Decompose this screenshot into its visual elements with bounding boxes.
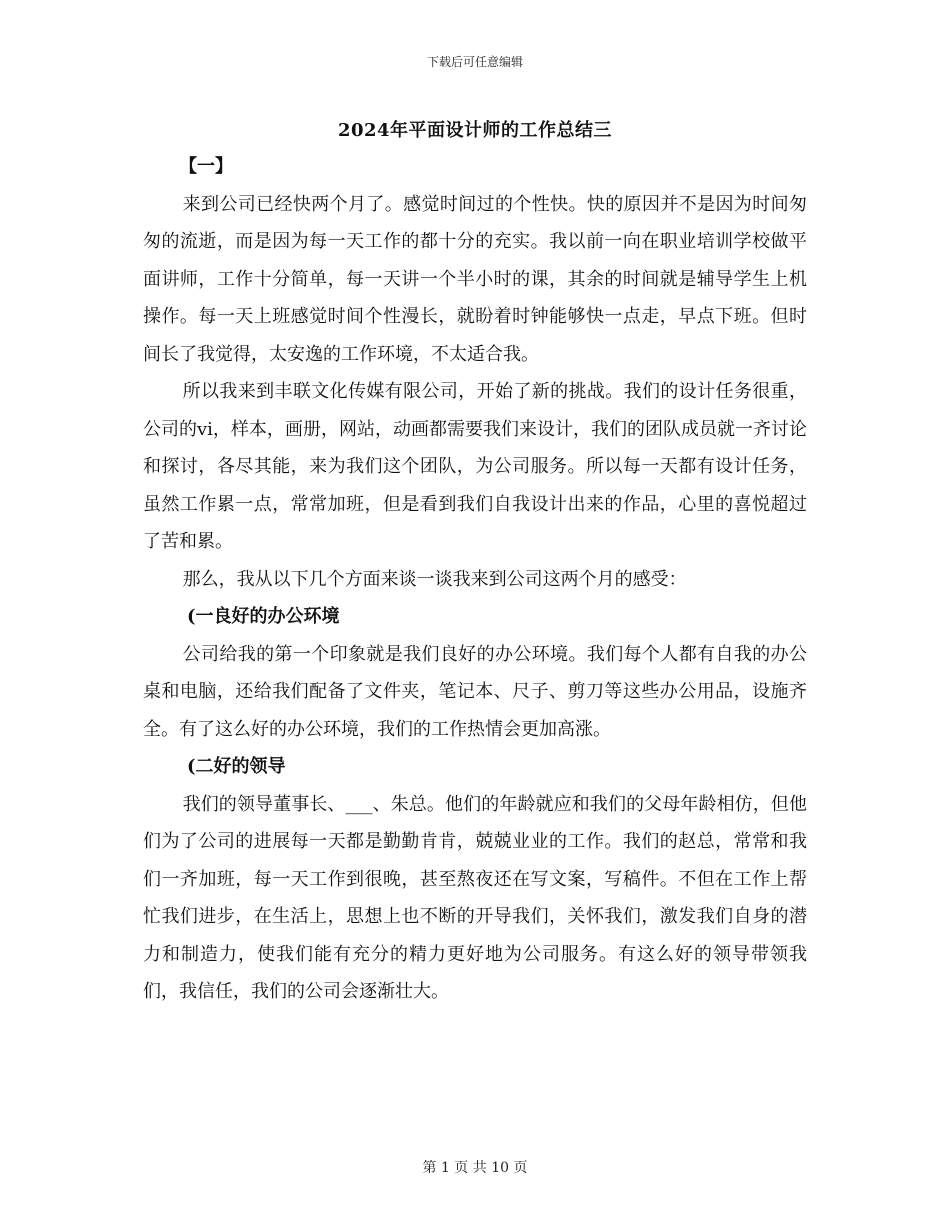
page-number-footer: 第 1 页 共 10 页 [422, 1160, 528, 1176]
document-title: 2024年平面设计师的工作总结三 [337, 120, 613, 141]
subheading-office-environment: (一良好的办公环境 [187, 606, 340, 627]
paragraph: 那么，我从以下几个方面来谈一谈我来到公司这两个月的感受： [182, 568, 687, 590]
paragraph: 我们的领导董事长、___、朱总。他们的年龄就应和我们的父母年龄相仿，但他们为了公司的进展每一天都是勤勤肯肯，兢兢业业的工作。我们的赵总，常常和我们一齐加班，每一天工作到很晚，甚至熬夜还在写文案，写稿件。不但在工作上帮忙我们进步，在生活上，思想上也不断的开导我们，关怀我们，激发我们自身的潜力和制造力，使我们能有充分的精力更好地为公司服务。有这么好的领导带领我们，我信任，我们的公司会逐渐壮大。 [143, 793, 807, 1002]
paragraph: 所以我来到丰联文化传媒有限公司，开始了新的挑战。我们的设计任务很重，公司的vi，样本，画册，网站，动画都需要我们来设计，我们的团队成员就一齐讨论和探讨，各尽其能，来为我们这个团队，为公司服务。所以每一天都有设计任务，虽然工作累一点，常常加班，但是看到我们自我设计出来的作品，心里的喜悦超过了苦和累。 [143, 381, 807, 552]
subheading-leadership: (二好的领导 [187, 756, 286, 777]
document-body [143, 148, 807, 1011]
paragraph: 来到公司已经快两个月了。感觉时间过的个性快。快的原因并不是因为时间匆匆的流逝，而是因为每一天工作的都十分的充实。我以前一向在职业培训学校做平面讲师，工作十分简单，每一天讲一个半小时的课，其余的时间就是辅导学生上机操作。每一天上班感觉时间个性漫长，就盼着时钟能够快一点走，早点下班。但时间长了我觉得，太安逸的工作环境，不太适合我。 [143, 193, 807, 365]
page-header: 下载后可任意编辑 [426, 55, 523, 69]
section-label: 【一】 [179, 156, 233, 177]
paragraph: 公司给我的第一个印象就是我们良好的办公环境。我们每个人都有自我的办公桌和电脑，还给我们配备了文件夹，笔记本、尺子、剪刀等这些办公用品，设施齐全。有了这么好的办公环境，我们的工作热情会更加高涨。 [143, 643, 807, 740]
